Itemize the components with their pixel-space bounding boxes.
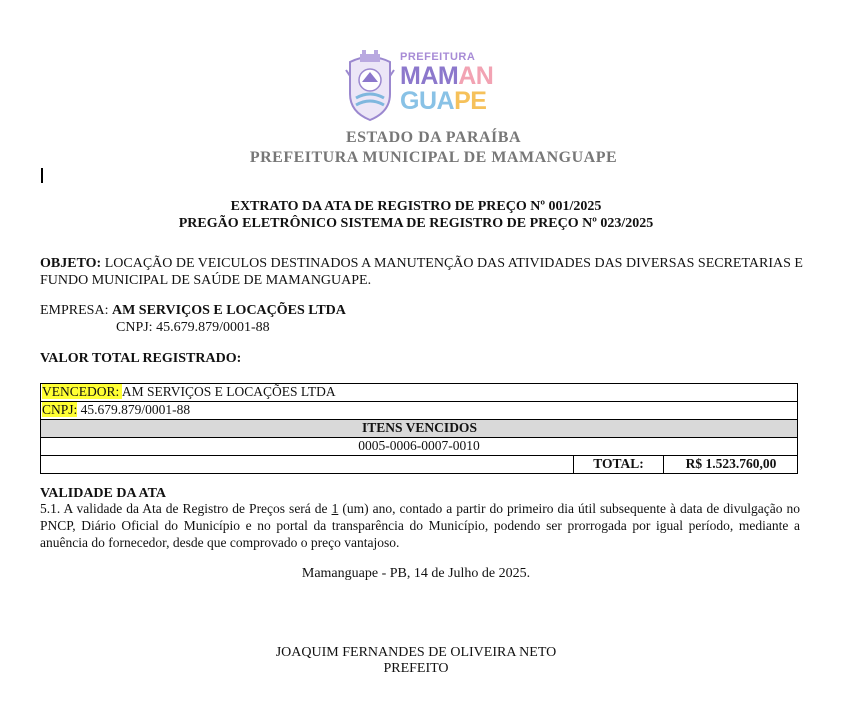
- document-subtitle: PREGÃO ELETRÔNICO SISTEMA DE REGISTRO DE PREÇO Nº 023/2025: [178, 216, 654, 231]
- validade-paragraph: 5.1. A validade da Ata de Registro de Preços será de 1 (um) ano, contado a partir do primeiro dia útil subsequente à data de divulgação no PNCP, Diário Oficial do Município e no portal da transparência do Município, podendo ser prorrogada por igual período, mediante a anuência do fornecedor, desde que comprovado o preço vantajoso.: [40, 501, 800, 550]
- winner-table: [40, 383, 798, 474]
- empresa-label: EMPRESA:: [40, 303, 112, 318]
- state-heading: ESTADO DA PARAÍBA: [345, 129, 522, 146]
- table-row-total: [41, 456, 797, 473]
- itens-header: ITENS VENCIDOS: [41, 420, 797, 438]
- vencedor-label: VENCEDOR:: [42, 384, 122, 399]
- objeto-text: LOCAÇÃO DE VEICULOS DESTINADOS A MANUTENÇÃO DAS ATIVIDADES DAS DIVERSAS SECRETARIAS E FUNDO MUNICIPAL DE SAÚDE DE MAMANGUAPE.: [40, 256, 803, 288]
- logo-line-1: MAMAN: [400, 62, 494, 90]
- objeto-paragraph: [40, 255, 810, 289]
- table-row-vencedor: [41, 384, 797, 402]
- table-row-cnpj: [41, 402, 797, 420]
- logo-prefeitura-text: PREFEITURA: [400, 51, 476, 63]
- cnpj-value: 45.679.879/0001-88: [77, 402, 191, 417]
- prefeitura-logo: [344, 48, 494, 128]
- vencedor-value: AM SERVIÇOS E LOCAÇÕES LTDA: [121, 384, 336, 399]
- validade-heading: VALIDADE DA ATA: [40, 486, 167, 501]
- date-line: Mamanguape - PB, 14 de Julho de 2025.: [301, 566, 531, 581]
- text-cursor: [41, 168, 43, 183]
- logo-wordmark: [400, 50, 500, 114]
- valor-total-label: VALOR TOTAL REGISTRADO:: [40, 351, 242, 366]
- total-value: R$ 1.523.760,00: [663, 456, 798, 473]
- empresa-line: [40, 302, 346, 319]
- document-title: EXTRATO DA ATA DE REGISTRO DE PREÇO Nº 001/2025: [230, 199, 602, 214]
- itens-value: 0005-0006-0007-0010: [41, 438, 797, 456]
- empresa-name: AM SERVIÇOS E LOCAÇÕES LTDA: [111, 303, 346, 318]
- cnpj-label: CNPJ:: [42, 402, 78, 417]
- total-label: TOTAL:: [573, 456, 663, 473]
- signature-name: JOAQUIM FERNANDES DE OLIVEIRA NETO: [275, 645, 557, 660]
- objeto-label: OBJETO:: [40, 256, 102, 271]
- prefecture-heading: PREFEITURA MUNICIPAL DE MAMANGUAPE: [249, 149, 618, 166]
- coat-of-arms-icon: [344, 50, 396, 122]
- logo-line-2: GUAPE: [400, 87, 487, 115]
- validade-years: 1: [331, 501, 339, 516]
- signature-role: PREFEITO: [383, 661, 449, 676]
- empresa-cnpj: CNPJ: 45.679.879/0001-88: [116, 320, 270, 335]
